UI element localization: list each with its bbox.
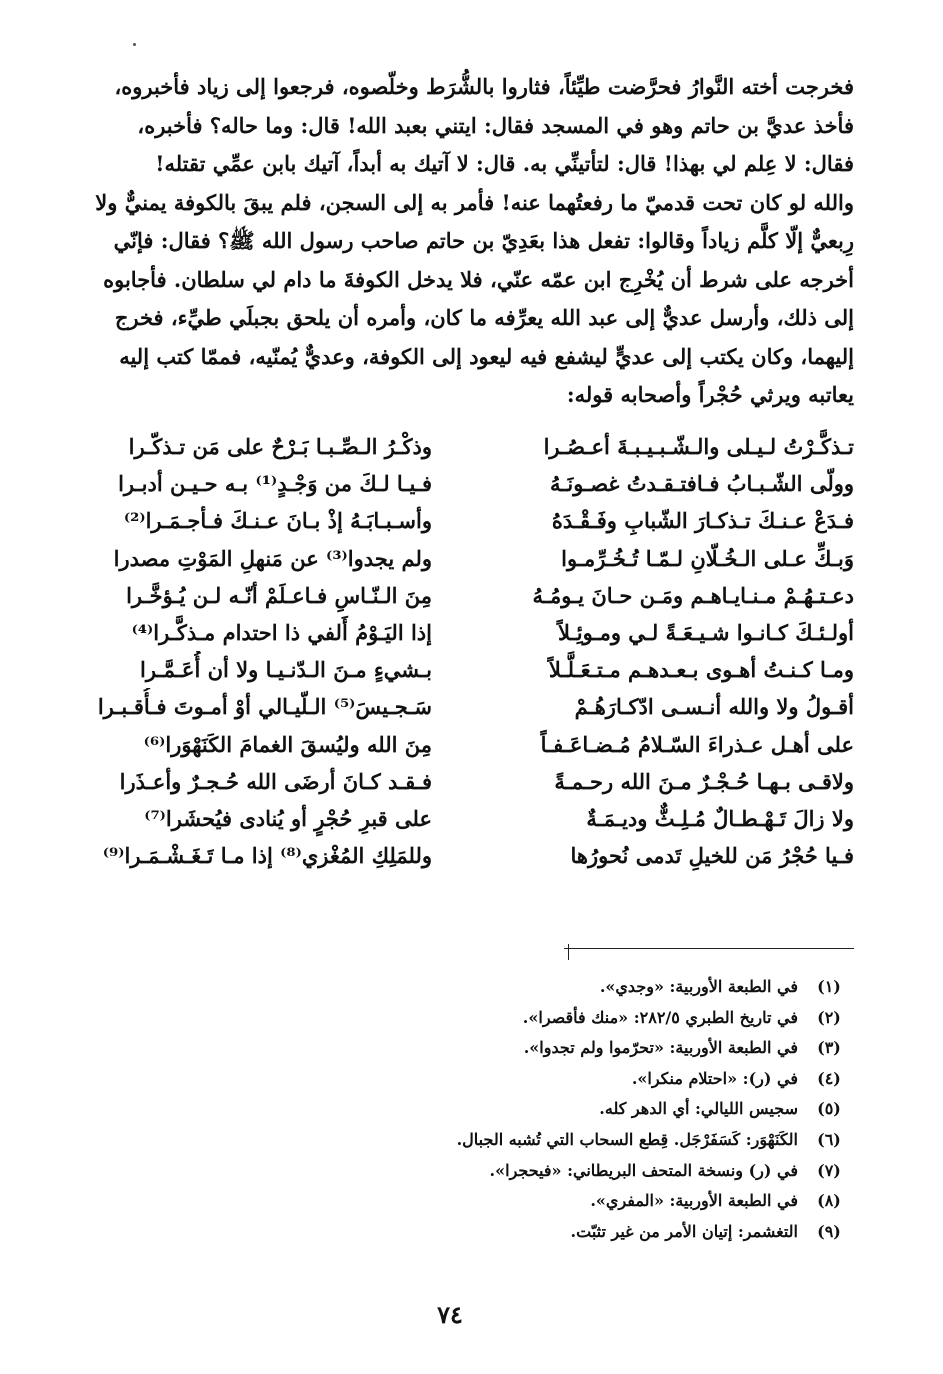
footnote	[300, 1186, 860, 1217]
footnote	[300, 1125, 860, 1156]
footnote-separator	[564, 948, 854, 949]
poem-verse: إذا اليَـوْمُ أَلفي ذا احتدام مـذكَّـرا⁽⁴⁾	[131, 619, 432, 645]
poem-verse: فـيا حُجْرُ مَن للخيلِ تَدمى نُحورُها	[570, 843, 854, 869]
poem-first-hemistichs	[458, 428, 854, 874]
footnote-number: (٢)	[817, 1007, 841, 1027]
footnote-number: (٨)	[817, 1191, 841, 1211]
poem-verse: ولاقـى بـهـا حُـجْـرٌ مـنَ الله رحـمـةً	[554, 768, 854, 794]
poem-verse: وَبـكِّ عـلى الـخُـلّانِ لـمّـا تُـخُـرِّمـوا	[561, 545, 854, 571]
poem-verse: تـذكَّـرْتُ لـيـلى والـشّـبـيـبـةَ أعـصُـرا	[543, 434, 854, 459]
poem-verse: وأسـبـابَـهُ إذْ بـانَ عـنـكَ فـأجـمَـرا⁽²⁾	[123, 508, 432, 534]
prose-line: إلى ذلك، وأرسل عديٌّ إلى عبد الله يعرِّفه ما كان، وأمره أن يلحق بجبلَي طيِّء، فخرج	[114, 305, 854, 330]
footnote-text: التغشمر: إتيان الأمر من غير تثبّت.	[570, 1221, 798, 1241]
footnote	[300, 1003, 860, 1034]
footnote-number: (٤)	[817, 1068, 841, 1088]
poem-verse: أولـئـكَ كـانـوا شـيـعَـةً لـي ومـوئِـلاً	[558, 619, 854, 645]
footnote-text: في (ر): «احتلام منكرا».	[631, 1068, 798, 1088]
footnote-text: سجيس الليالي: أي الدهر كله.	[599, 1099, 798, 1119]
footnote-number: (٣)	[817, 1038, 841, 1058]
footnote-text: في تاريخ الطبري ٢٨٢/٥: «منك فأقصرا».	[522, 1007, 798, 1027]
prose-paragraph	[88, 68, 854, 415]
footnote-number: (٥)	[817, 1099, 841, 1119]
prose-line: يعاتبه ويرثي حُجْراً وأصحابه قوله:	[566, 382, 854, 407]
footnote-text: في الطبعة الأوربية: «وجدي».	[599, 977, 798, 996]
poem-verse: ولم يجدوا⁽³⁾ عن مَنهلِ المَوْتِ مصدرا	[113, 545, 432, 571]
ink-speck	[133, 43, 136, 46]
page-number: ٧٤	[437, 1300, 463, 1329]
poem-verse: على قبرِ حُجْرٍ أو يُنادى فيُحشَرا⁽⁷⁾	[144, 805, 432, 831]
footnotes	[300, 972, 860, 1247]
footnote-separator-tick	[568, 944, 569, 960]
footnote	[300, 1033, 860, 1064]
poem-verse: فـيـا لـكَ من وَجْـدٍ⁽¹⁾ بـه حـيـن أدبـرا	[118, 471, 432, 497]
poem-verse: ومـا كـنـتُ أهـوى بـعـدهـم مـتـعَـلَّـلاً	[548, 657, 854, 683]
poem-verse: مِنَ الـنّـاسِ فـاعـلَمْ أنّـه لـن يُـؤخَّـرا	[126, 582, 432, 608]
poem-verse: فـقـد كـانَ أرضَى الله حُـجـرٌ وأعـذَرا	[119, 768, 432, 794]
footnote	[300, 972, 860, 1003]
footnote-text: الكَنَهْوَر: كَسَفَرْجَل. قِطع السحاب التي تُشبه الجبال.	[456, 1129, 798, 1149]
poem-verse: أقـولُ ولا والله أنـسـى ادّكـارَهُـمْ	[574, 694, 854, 720]
prose-line: أخرجه على شرط أن يُخْرِج ابن عمّه عنّي، فلا يدخل الكوفةَ ما دام لي سلطان. فأجابوه	[103, 266, 854, 292]
poem-verse: وولّى الشّـبـابُ فـافتـقـدتُ غصـونَـهُ	[549, 471, 854, 497]
prose-line: فقال: لا عِلم لي بهذا! قال: لتأتينِّي به. قال: لا آتيك به أبداً، آتيك بابن عمِّي تقتله!	[155, 151, 854, 176]
poem-verse: ولا زالَ تَـهْـطـالٌ مُـلِـثٌّ وديـمَـةٌ	[586, 805, 854, 831]
prose-line: فأخذ عديَّ بن حاتم وهو في المسجد فقال: ايتني بعبد الله! قال: وما حاله؟ فأخبره،	[137, 112, 854, 138]
poem-verse: مِنَ الله وليُسقَ الغمامَ الكَنَهْوَرا⁽⁶⁾	[143, 731, 432, 757]
footnote	[300, 1156, 860, 1187]
footnote	[300, 1064, 860, 1095]
prose-line: فخرجت أخته النَّوارُ فحرَّضت طيِّئاً، فثاروا بالشُّرَط وخلّصوه، فرجعوا إلى زياد فأخبروه،	[114, 74, 854, 99]
prose-line: إليهما، وكان يكتب إلى عديٍّ ليشفع فيه ليعود إلى الكوفة، وعديٌّ يُمنّيه، فممّا كتب إليه	[119, 343, 854, 369]
poem-verse: دعـتـهُـمْ مـنـايـاهـم ومَـن حـانَ يـومُـهُ	[532, 582, 854, 608]
poem-verse: سَـجـيسَ⁽⁵⁾ الـلّيـالي أوْ أمـوتَ فـأُقـبـرا	[97, 694, 432, 720]
prose-line: والله لو كان تحت قدميّ ما رفعتُهما عنه! فأمر به إلى السجن، فلم يبقَ بالكوفة يمنيٌّ ولا	[95, 189, 854, 215]
poem-verse: وللمَلِكِ المُغْزي⁽⁸⁾ إذا مـا تَـغَـشْـمَـرا⁽⁹⁾	[102, 843, 432, 869]
poem-verse: بـشيءٍ مـنَ الـدّنـيـا ولا أن أُعَـمَّـرا	[140, 657, 432, 683]
prose-line: رِبعيٌّ إلّا كلَّم زياداً وقالوا: تفعل هذا بعَدِيّ بن حاتم صاحب رسول الله ﷺ؟ فقال: فإنّي	[113, 228, 854, 253]
poem-verse: على أهـل عـذراءَ السّـلامُ مُـضـاعَـفـاً	[540, 731, 854, 757]
poem-second-hemistichs	[30, 428, 432, 874]
poem-verse: فـدَعْ عـنـكَ تـذكـارَ الشّبابِ وفَـقْـدَهُ	[551, 508, 854, 534]
footnote	[300, 1094, 860, 1125]
footnote	[300, 1217, 860, 1248]
footnote-number: (٦)	[817, 1129, 841, 1149]
poem-verse: وذكْـرُ الـصِّـبـا بَـرْحٌ على مَن تـذكّـرا	[128, 434, 432, 459]
footnote-number: (٧)	[817, 1160, 841, 1180]
footnote-number: (١)	[817, 977, 841, 996]
footnote-text: في الطبعة الأوربية: «المفري».	[590, 1191, 798, 1211]
footnote-text: في الطبعة الأوربية: «تحرّموا ولم تجدوا».	[523, 1038, 798, 1058]
footnote-text: في (ر) ونسخة المتحف البريطاني: «فيحجرا».	[489, 1160, 798, 1180]
footnote-number: (٩)	[817, 1221, 841, 1241]
